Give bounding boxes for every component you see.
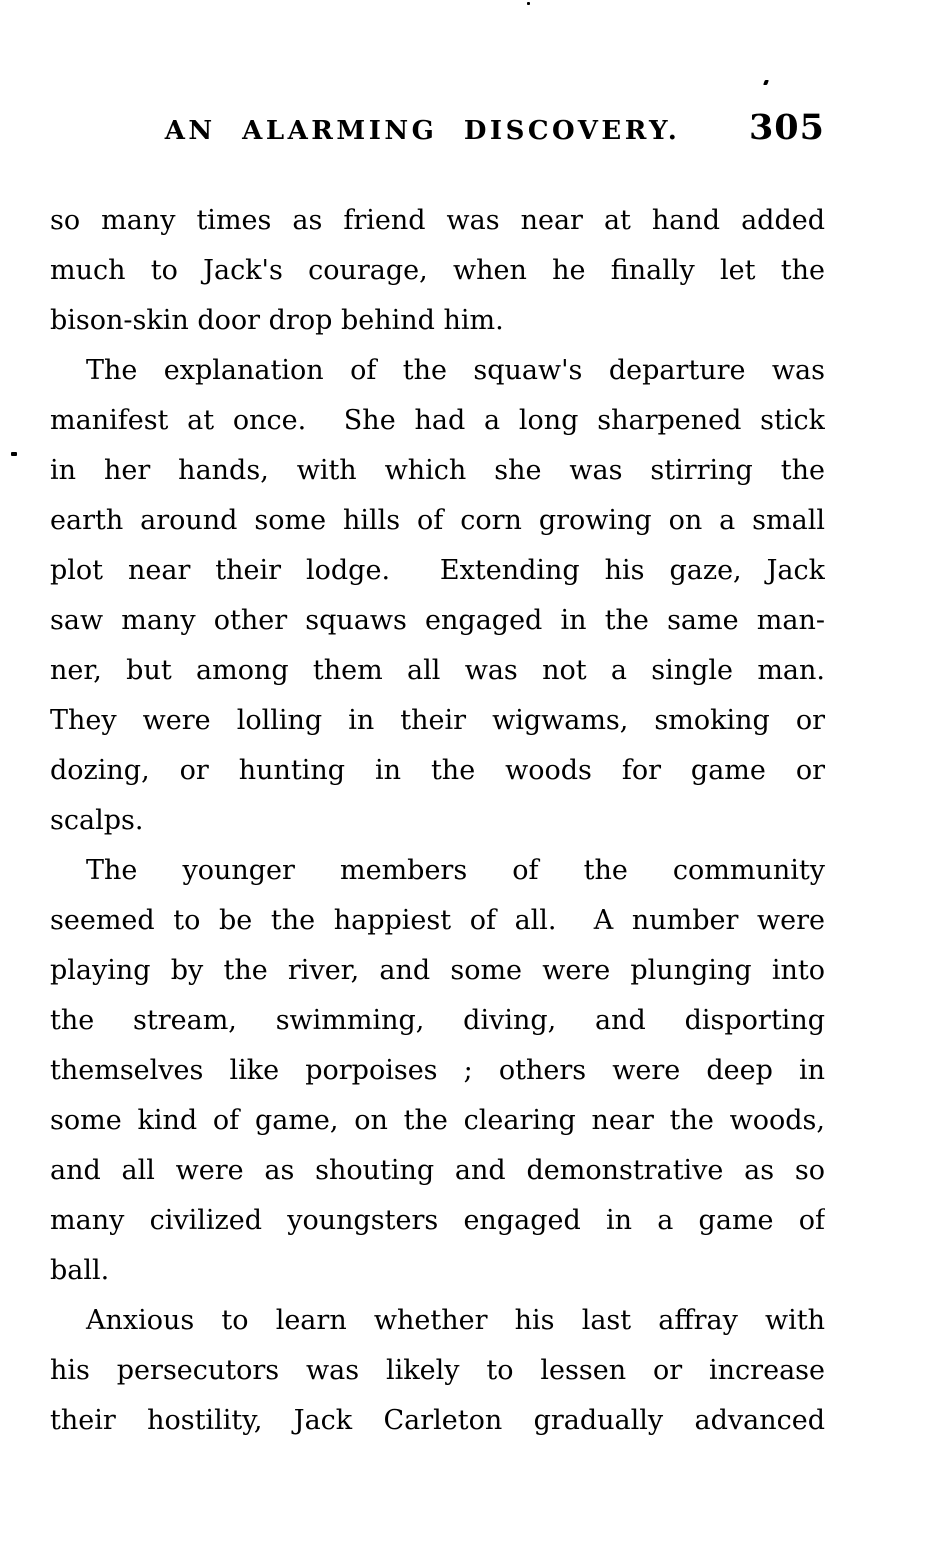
text-line: much to Jack's courage, when he finally let the bbox=[50, 255, 825, 286]
text-line: scalps. bbox=[50, 805, 144, 836]
text-line: dozing, or hunting in the woods for game or bbox=[50, 755, 825, 786]
page-number: 305 bbox=[748, 107, 825, 148]
paragraph bbox=[50, 846, 825, 1296]
text-line: themselves like porpoises ; others were deep in bbox=[50, 1055, 825, 1086]
text-line: his persecutors was likely to lessen or increase bbox=[50, 1355, 825, 1386]
text-line: The explanation of the squaw's departure was bbox=[86, 355, 825, 386]
running-head bbox=[50, 0, 825, 195]
text-line: manifest at once. She had a long sharpened stick bbox=[50, 405, 825, 436]
text-line: earth around some hills of corn growing on a small bbox=[50, 505, 825, 536]
text-line: plot near their lodge. Extending his gaze, Jack bbox=[50, 555, 825, 586]
paragraph bbox=[50, 1296, 825, 1446]
body-text bbox=[50, 196, 825, 1446]
scan-speck bbox=[527, 2, 530, 5]
scan-speck bbox=[11, 452, 17, 456]
text-line: seemed to be the happiest of all. A number were bbox=[50, 905, 825, 936]
paragraph bbox=[50, 196, 825, 346]
text-line: their hostility, Jack Carleton gradually advanced bbox=[50, 1405, 825, 1436]
running-title: AN ALARMING DISCOVERY. bbox=[164, 116, 681, 146]
text-line: so many times as friend was near at hand added bbox=[50, 205, 825, 236]
text-line: They were lolling in their wigwams, smoking or bbox=[50, 705, 825, 736]
text-line: Anxious to learn whether his last affray with bbox=[86, 1305, 825, 1336]
text-line: many civilized youngsters engaged in a game of bbox=[50, 1205, 825, 1236]
text-line: and all were as shouting and demonstrative as so bbox=[50, 1155, 825, 1186]
text-line: The younger members of the community bbox=[86, 855, 825, 886]
text-line: the stream, swimming, diving, and disporting bbox=[50, 1005, 825, 1036]
paragraph bbox=[50, 346, 825, 846]
text-line: playing by the river, and some were plunging into bbox=[50, 955, 825, 986]
text-line: saw many other squaws engaged in the same man- bbox=[50, 605, 825, 636]
text-line: some kind of game, on the clearing near the woods, bbox=[50, 1105, 825, 1136]
text-line: in her hands, with which she was stirring the bbox=[50, 455, 825, 486]
text-line: ner, but among them all was not a single man. bbox=[50, 655, 825, 686]
text-line: bison-skin door drop behind him. bbox=[50, 305, 504, 336]
text-line: ball. bbox=[50, 1255, 110, 1286]
